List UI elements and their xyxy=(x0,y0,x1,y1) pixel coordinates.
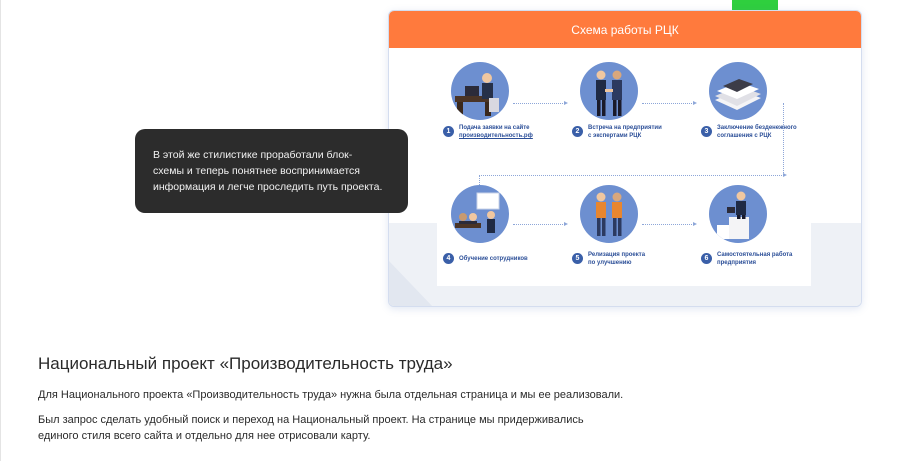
step-number-badge: 3 xyxy=(701,126,712,137)
worker-on-steps-icon xyxy=(709,185,767,243)
step-number-badge: 6 xyxy=(701,253,712,264)
scheme-diagram xyxy=(437,48,811,286)
page-left-border xyxy=(0,0,1,461)
step-label: Встреча на предприятии с экспертами РЦК xyxy=(588,125,662,139)
annotation-tooltip xyxy=(135,129,408,213)
paragraph-1: Для Национального проекта «Производительность труда» нужна была отдельная страница и мы ее реализовали. xyxy=(38,389,624,401)
office-worker-desk-icon xyxy=(451,62,509,120)
card-background-triangle xyxy=(389,261,434,307)
productivity-site-link[interactable]: производительность.рф xyxy=(459,133,533,139)
step-label: Обучение сотрудников xyxy=(459,256,528,262)
handshake-icon xyxy=(580,62,638,120)
scheme-image-card xyxy=(388,10,862,307)
scheme-step-1 xyxy=(443,62,563,162)
scheme-step-3 xyxy=(701,62,821,162)
flow-arrow-4-5 xyxy=(513,224,565,225)
training-presentation-icon xyxy=(451,185,509,243)
step-number-badge: 2 xyxy=(572,126,583,137)
scheme-step-2 xyxy=(572,62,692,162)
step-number-badge: 5 xyxy=(572,253,583,264)
scheme-step-4 xyxy=(443,185,563,285)
tooltip-line: схемы и теперь понятнее воспринимается xyxy=(153,165,360,177)
section-title: Национальный проект «Производительность труда» xyxy=(38,354,453,373)
scheme-step-6 xyxy=(701,185,821,285)
flow-connector-left xyxy=(479,175,480,185)
step-label: Релизация проекта по улучшению xyxy=(588,252,646,266)
paragraph-2: Был запрос сделать удобный поиск и переход на Национальный проект. На странице мы придерживались единого стиля всего сайта и отдельно для нее отрисовали карту. xyxy=(38,414,584,442)
flow-connector-right xyxy=(783,103,784,175)
step-label: Заключение безденежного соглашения с РЦК xyxy=(717,125,797,139)
step-number-badge: 4 xyxy=(443,253,454,264)
tooltip-line: информация и легче проследить путь проекта. xyxy=(153,181,383,193)
step-label: Подача заявки на сайте производительность.рф xyxy=(459,125,533,139)
scheme-title: Схема работы РЦК xyxy=(389,11,861,48)
step-number-badge: 1 xyxy=(443,126,454,137)
workers-icon xyxy=(580,185,638,243)
step-label: Самостоятельная работа предприятия xyxy=(717,252,793,266)
document-stack-icon xyxy=(709,62,767,120)
tooltip-line: В этой же стилистике проработали блок- xyxy=(153,149,353,161)
flow-arrow-1-2 xyxy=(513,103,565,104)
scheme-step-5 xyxy=(572,185,692,285)
flow-arrow-2-3 xyxy=(642,103,694,104)
flow-connector-bottom xyxy=(479,175,784,176)
flow-arrow-5-6 xyxy=(642,224,694,225)
